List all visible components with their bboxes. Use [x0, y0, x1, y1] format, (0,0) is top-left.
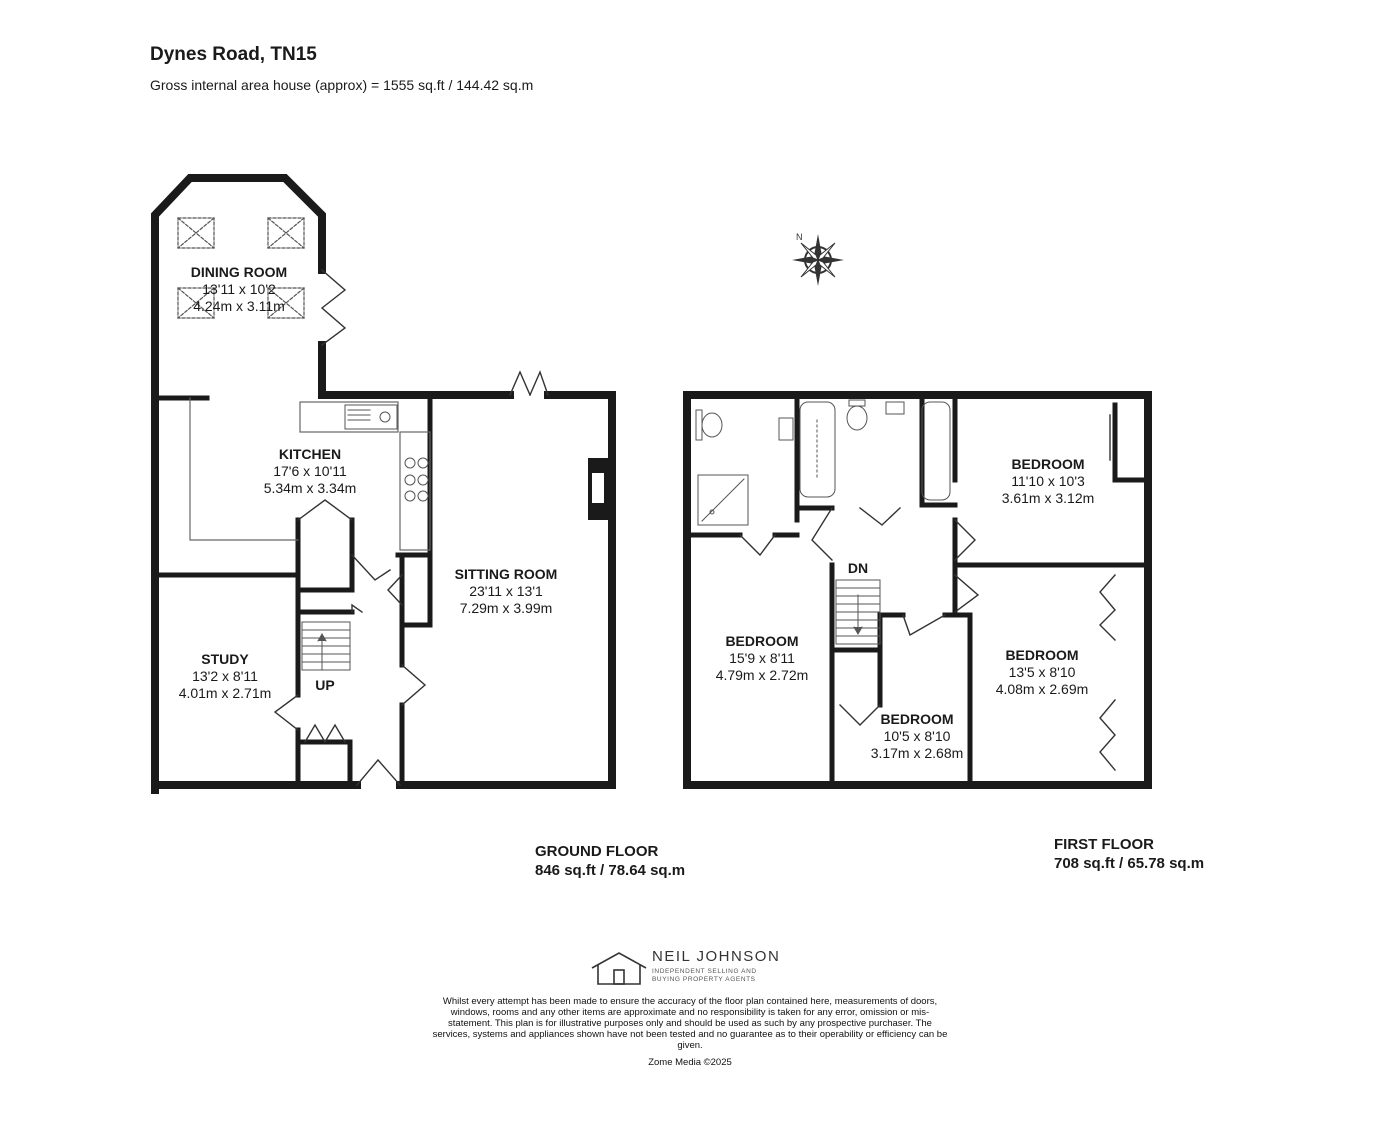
- plan-title: Dynes Road, TN15: [150, 44, 317, 65]
- kitchen-hob: [405, 458, 428, 501]
- house-logo-icon: [590, 950, 648, 986]
- room-metric: 3.61m x 3.12m: [1001, 490, 1095, 506]
- room-metric: 7.29m x 3.99m: [459, 600, 553, 616]
- room-imperial: 13'5 x 8'10: [1008, 664, 1076, 680]
- room-label-bedroom-1: [1002, 456, 1095, 506]
- ground-floor-doors: [275, 270, 548, 785]
- compass-rose-icon: [792, 232, 844, 286]
- room-imperial: 17'6 x 10'11: [273, 463, 347, 479]
- agency-name: NEIL JOHNSON: [652, 948, 781, 965]
- room-metric: 3.17m x 2.68m: [870, 745, 964, 761]
- room-imperial: 11'10 x 10'3: [1011, 473, 1085, 489]
- room-metric: 4.24m x 3.11m: [193, 298, 285, 314]
- room-imperial: 23'11 x 13'1: [469, 583, 543, 599]
- room-imperial: 13'2 x 8'11: [192, 668, 258, 684]
- room-label-bedroom-2: [716, 633, 809, 683]
- room-label-kitchen: [264, 446, 357, 496]
- agency-logo: [590, 948, 790, 988]
- ground-floor-area: 846 sq.ft / 78.64 sq.m: [535, 862, 686, 879]
- room-name: BEDROOM: [880, 711, 954, 727]
- room-name: BEDROOM: [1005, 647, 1079, 663]
- first-floor-name: FIRST FLOOR: [1054, 836, 1154, 853]
- first-floor-label: [1054, 835, 1204, 873]
- ground-floor-name: GROUND FLOOR: [535, 843, 659, 860]
- room-imperial: 10'5 x 8'10: [883, 728, 951, 744]
- room-name: BEDROOM: [1011, 456, 1085, 472]
- credit-text: Zome Media ©2025: [648, 1057, 732, 1068]
- stairs-down-label: DN: [847, 560, 869, 576]
- room-label-study: [179, 651, 272, 701]
- room-name: SITTING ROOM: [454, 566, 558, 582]
- room-name: KITCHEN: [278, 446, 342, 462]
- ground-floor-label: [535, 842, 685, 880]
- room-imperial: 15'9 x 8'11: [729, 650, 795, 666]
- room-label-sitting: [455, 566, 558, 616]
- room-name: BEDROOM: [725, 633, 799, 649]
- room-label-bedroom-3: [996, 647, 1089, 697]
- room-metric: 5.34m x 3.34m: [263, 480, 357, 496]
- room-metric: 4.08m x 2.69m: [995, 681, 1089, 697]
- room-metric: 4.01m x 2.71m: [178, 685, 272, 701]
- gross-area-text: Gross internal area house (approx) = 1555 sq.ft / 144.42 sq.m: [150, 77, 534, 93]
- room-metric: 4.79m x 2.72m: [715, 667, 809, 683]
- first-floor-area: 708 sq.ft / 65.78 sq.m: [1054, 855, 1205, 872]
- room-imperial: 13'11 x 10'2: [202, 281, 276, 297]
- first-floor-stairs: [836, 580, 880, 644]
- stairs-up-label: UP: [315, 677, 335, 693]
- room-name: STUDY: [201, 651, 249, 667]
- compass-north-label: N: [796, 232, 803, 242]
- agency-tagline: INDEPENDENT SELLING AND BUYING PROPERTY AGENTS: [652, 968, 757, 983]
- room-label-bedroom-4: [871, 711, 964, 761]
- room-name: DINING ROOM: [190, 264, 288, 280]
- kitchen-sink: [345, 405, 397, 429]
- room-label-dining: [191, 264, 287, 314]
- ground-stairs: [302, 622, 350, 670]
- disclaimer-text: Whilst every attempt has been made to ensure the accuracy of the floor plan contained here, measurements of doors, windows, rooms and any other items are approximate and no responsibility is taken for any error, omission or mis-statement. This plan is for illustrative purposes only and should be used as such by any prospective purchaser. The services, systems and appliances shown have not been tested and no guarantee as to their operability or efficiency can be given.: [432, 996, 948, 1051]
